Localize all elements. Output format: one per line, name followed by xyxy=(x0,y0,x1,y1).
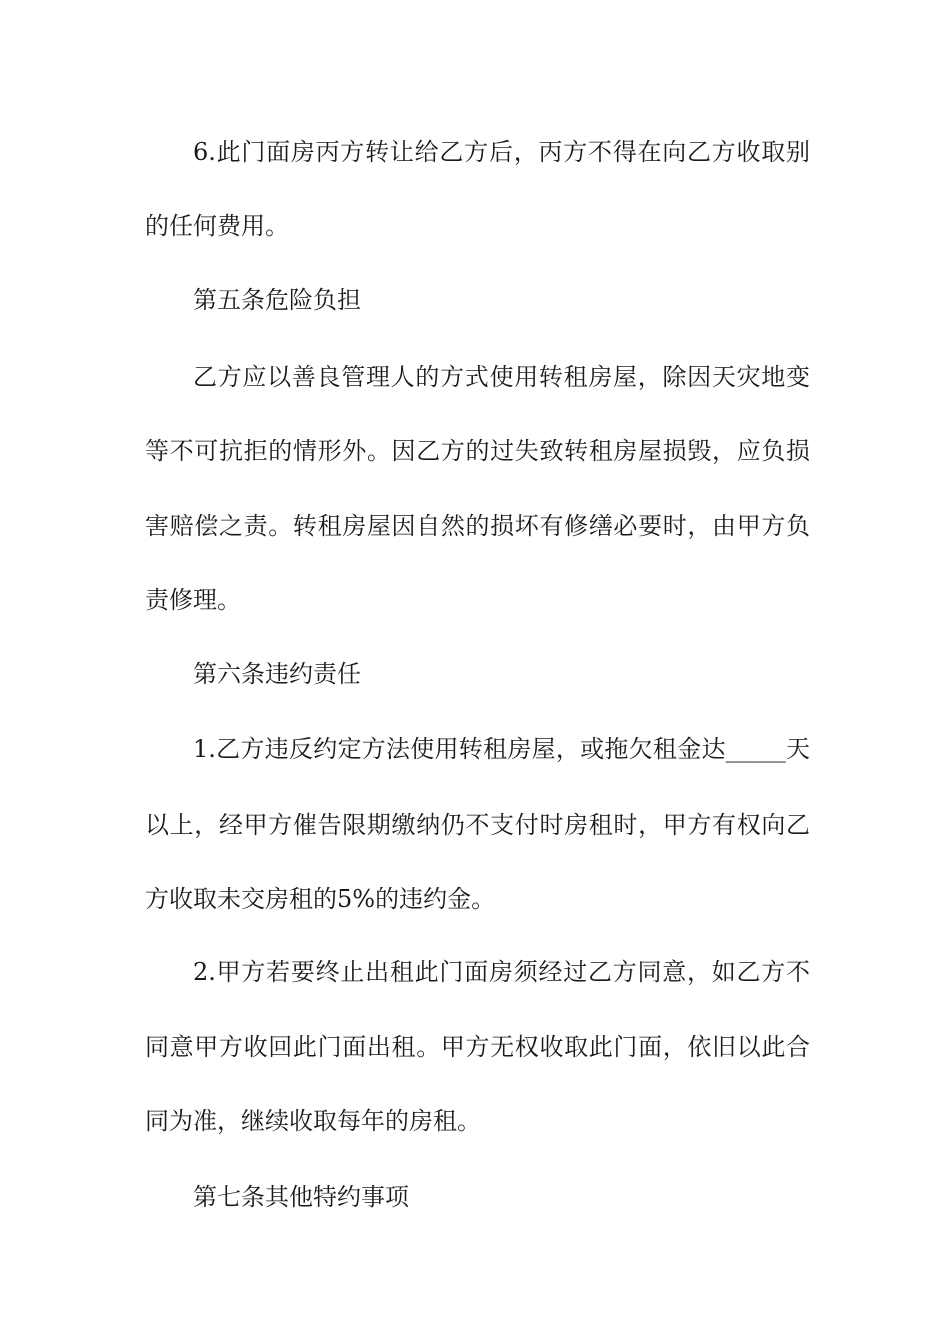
section-heading: 第五条危险负担 xyxy=(193,286,361,314)
paragraph-line: 同为准，继续收取每年的房租。 xyxy=(145,1107,481,1135)
section-heading: 第七条其他特约事项 xyxy=(193,1183,409,1211)
paragraph-line: 方收取未交房租的5%的违约金。 xyxy=(145,885,496,913)
paragraph-line: 害赔偿之责。转租房屋因自然的损坏有修缮必要时，由甲方负 xyxy=(145,512,810,540)
paragraph-line: 1.乙方违反约定方法使用转租房屋，或拖欠租金达_____天 xyxy=(193,735,810,763)
paragraph-line: 的任何费用。 xyxy=(145,212,289,240)
paragraph-line: 等不可抗拒的情形外。因乙方的过失致转租房屋损毁，应负损 xyxy=(145,437,810,465)
paragraph-line: 同意甲方收回此门面出租。甲方无权收取此门面，依旧以此合 xyxy=(145,1033,810,1061)
section-heading: 第六条违约责任 xyxy=(193,660,361,688)
paragraph-line: 乙方应以善良管理人的方式使用转租房屋，除因天灾地变 xyxy=(193,363,810,391)
paragraph-line: 以上，经甲方催告限期缴纳仍不支付时房租时，甲方有权向乙 xyxy=(145,811,810,839)
paragraph-line: 6.此门面房丙方转让给乙方后，丙方不得在向乙方收取别 xyxy=(193,138,810,166)
paragraph-line: 责修理。 xyxy=(145,586,241,614)
paragraph-line: 2.甲方若要终止出租此门面房须经过乙方同意，如乙方不 xyxy=(193,958,810,986)
